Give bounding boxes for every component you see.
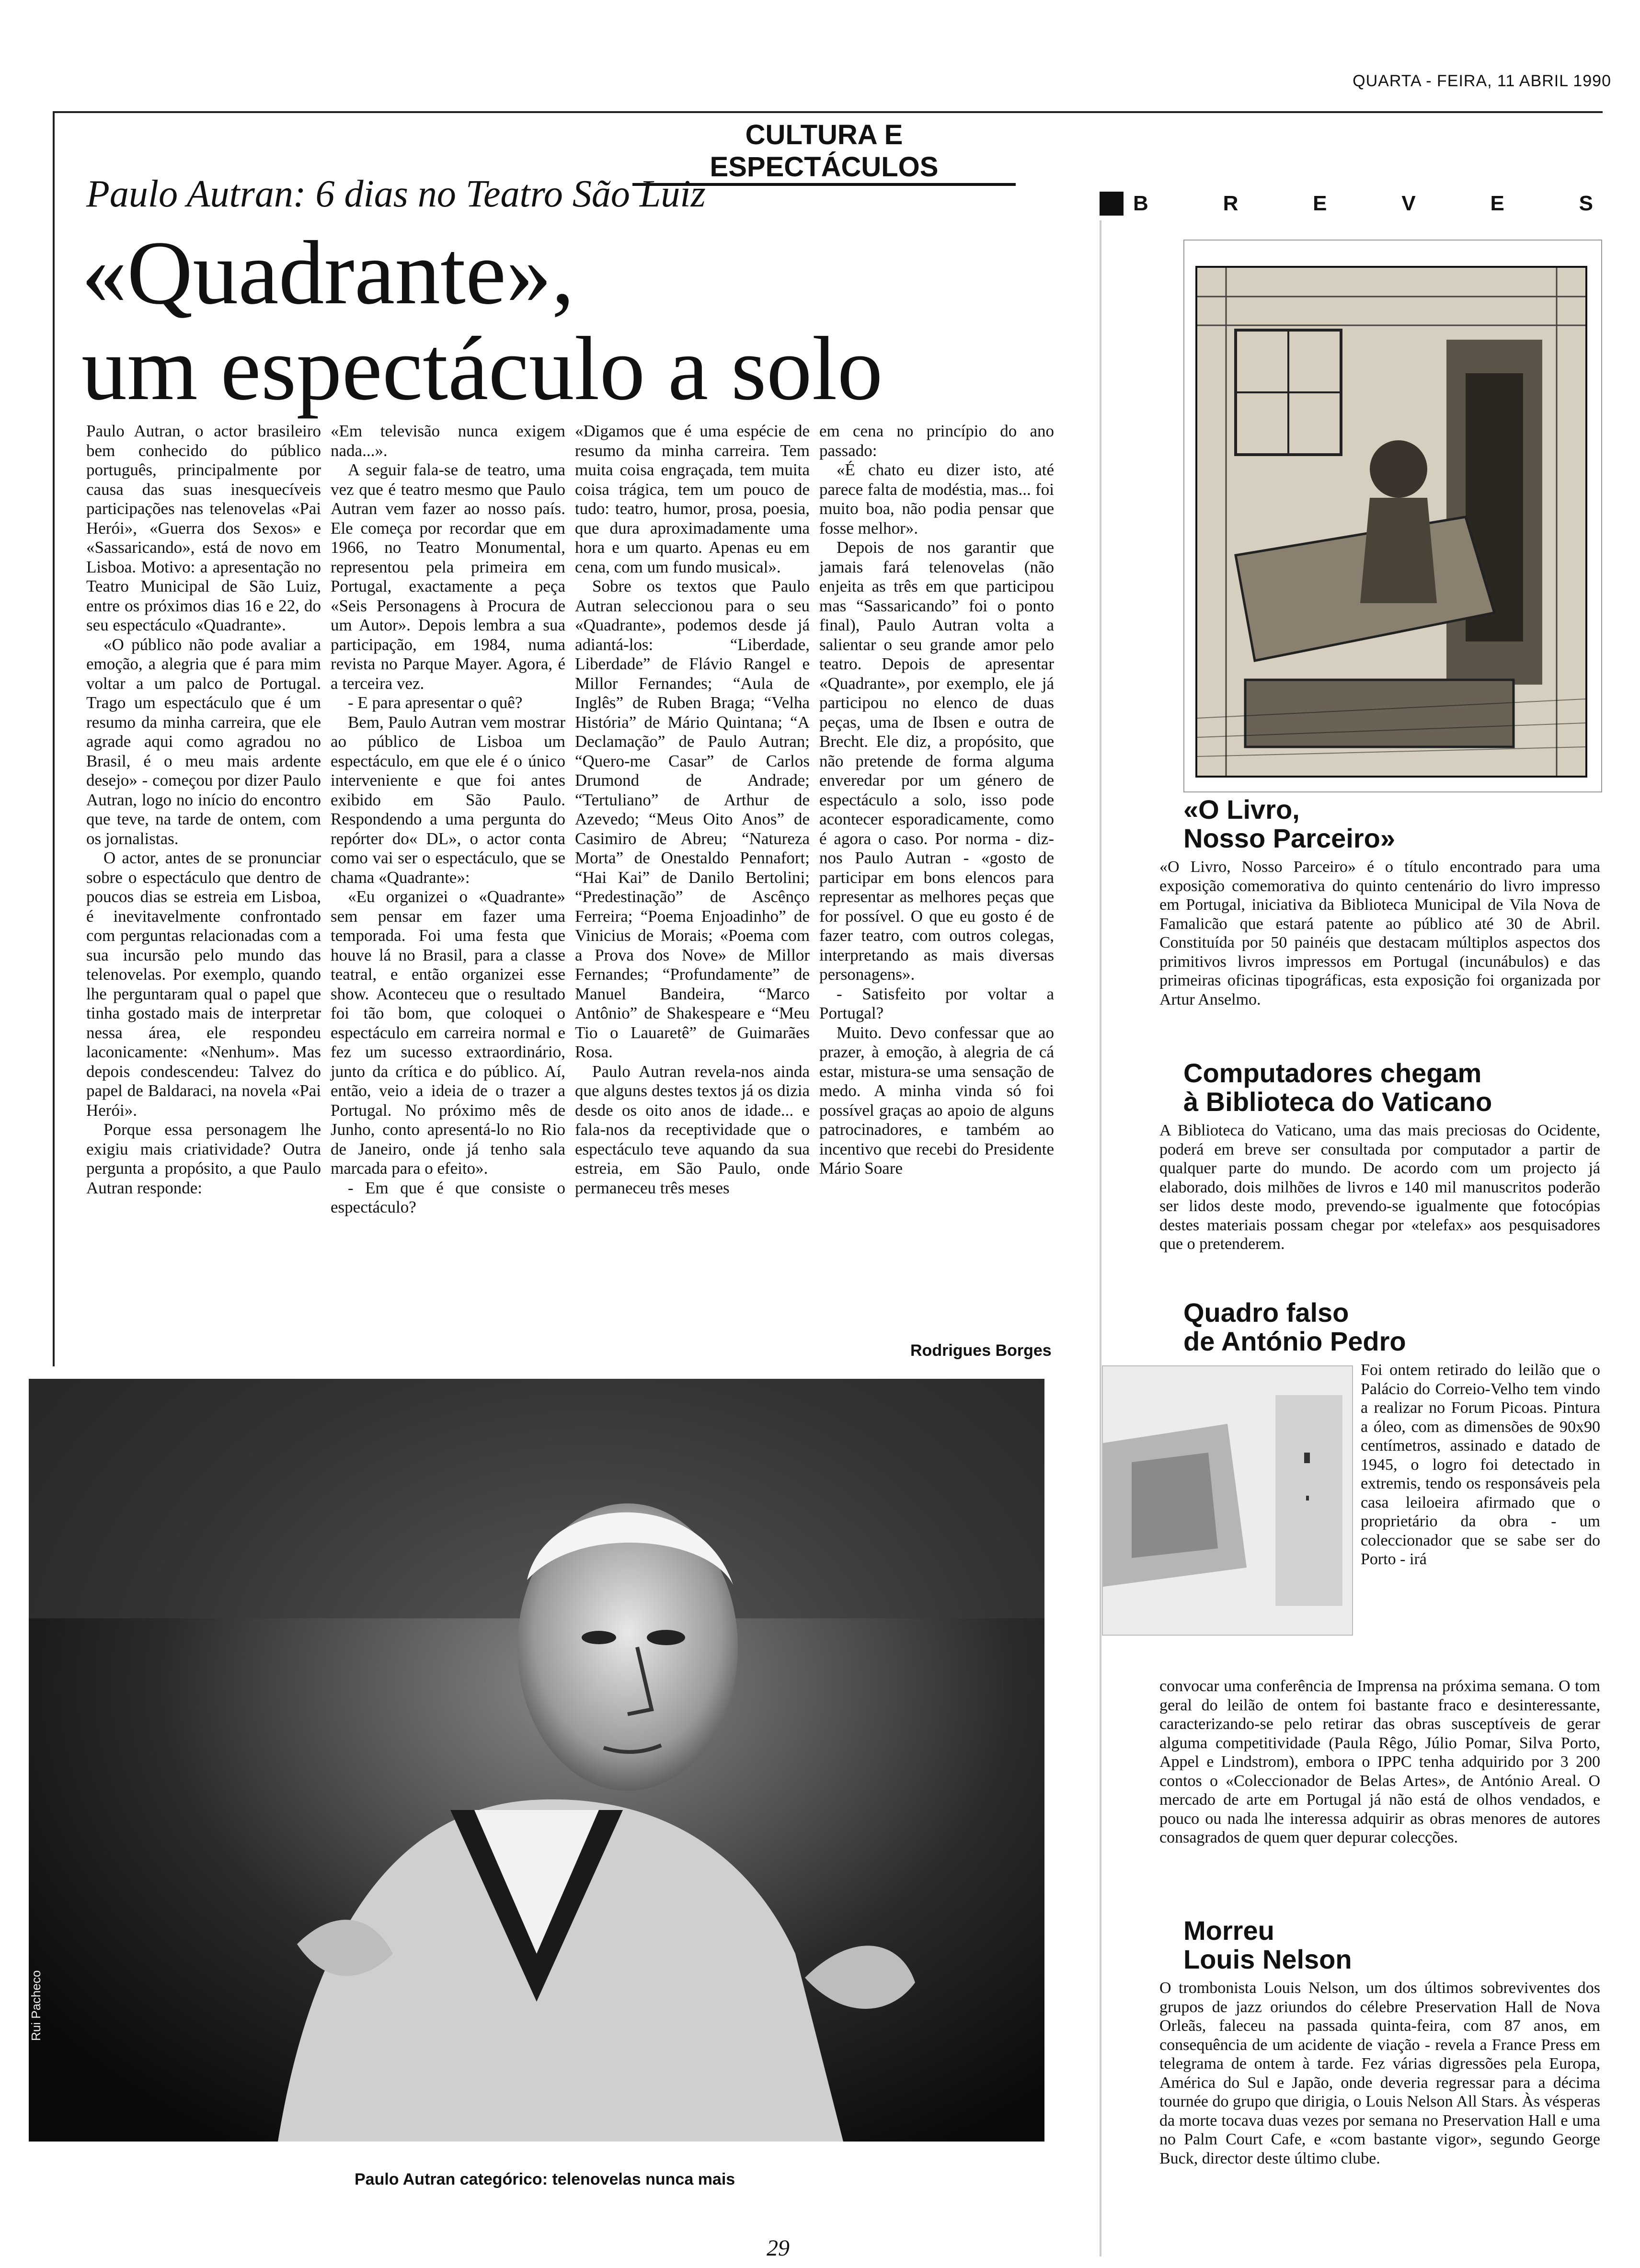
page-number: 29 [767,2235,790,2261]
paragraph: «O público não pode avaliar a emoção, a alegria que é para mim voltar a um palco de Portugal. Trago um espectáculo que é um resumo da minha carreira, que ele agrade aqui como agradou no Brasil, é o meu mais ardente desejo» - começou por dizer Paulo Autran, logo no início do encontro que teve, na tarde de ontem, com os jornalistas. [86,635,321,848]
article-column-3 [575,422,810,1198]
frame-rule-top [53,111,1603,113]
painting-illustration [1103,1366,1352,1635]
article-column-1 [86,422,321,1198]
breves-letter: E [1490,192,1504,215]
sidebar-rule [1100,220,1101,2257]
breves-label [1133,192,1603,216]
paragraph: - Satisfeito por voltar a Portugal? [819,984,1054,1022]
headline-line-1: «Quadrante», [81,223,574,323]
photo-caption: Paulo Autran categórico: telenovelas nunca mais [355,2170,735,2188]
article-column-4 [819,422,1054,1179]
breves-letter: E [1313,192,1327,215]
paragraph: - E para apresentar o quê? [348,693,523,712]
brief-title-line: Computadores chegam [1183,1058,1482,1088]
headline-line-2: um espectáculo a solo [81,319,883,419]
breves-square-icon [1100,192,1124,216]
portrait-photo [29,1379,1044,2142]
brief-title-line: Louis Nelson [1183,1944,1352,1974]
printing-press-woodcut [1195,266,1587,778]
frame-rule-left [53,111,55,1366]
paragraph: Paulo Autran revela-nos ainda que alguns destes textos já os dizia desde os oito anos de idade... e fala-nos da receptividade que o espectáculo teve aquando da sua estreia, em São Paulo, onde permaneceu três meses [575,1062,810,1197]
brief-title-line: Quadro falso [1183,1297,1349,1328]
brief-body-livro: «O Livro, Nosso Parceiro» é o título encontrado para uma exposição comemorativa do quinto centenário do livro impresso em Portugal, iniciativa da Biblioteca Municipal de Vila Nova de Famalicão que estará patente ao público até 30 de Abril. Constituída por 50 painéis que destacam múltiplos aspectos dos primitivos livros impressos em Portugal (incunábulos) e das primeiras oficinas tipográficas, esta exposição foi organizada por Artur Anselmo. [1159,858,1600,1008]
byline: Rodrigues Borges [910,1341,1052,1360]
breves-letter: S [1579,192,1593,215]
article-column-2 [331,422,565,1217]
paragraph: Porque essa personagem lhe exigiu mais criatividade? Outra pergunta a propósito, a que Paulo Autran responde: [86,1120,321,1197]
breves-header [1100,187,1603,220]
paragraph: «É chato eu dizer isto, até parece falta de modéstia, mas... foi muito boa, não podia pensar que fosse melhor». [819,460,1054,538]
brief-title-line: Nosso Parceiro» [1183,823,1395,853]
paragraph: em cena no princípio do ano passado: [819,422,1054,460]
article-kicker: Paulo Autran: 6 dias no Teatro São Luiz [86,173,706,215]
brief-title-quadro [1183,1298,1600,1356]
paragraph: Depois de nos garantir que jamais fará telenovelas (não enjeita as três em que participou mas “Sassaricando” foi o ponto final), Paulo Autran volta a salientar o seu grande amor pelo teatro. Depois de apresentar «Quadrante», por exemplo, ele já participou no elenco de duas peças, uma de Ibsen e outra de Brecht. Ele diz, a propósito, que não pretende de forma alguma enveredar por um género de espectáculo a solo, isso pode acontecer esporadicamente, como é agora o caso. Por norma - diz-nos Paulo Autran - «gosto de participar em bons elencos para representar as melhores peças que for possível. O que eu gosto é de fazer teatro, com outros colegas, interpretando as mais diversas personagens». [819,538,1054,984]
brief-title-line: de António Pedro [1183,1326,1406,1356]
breves-letter: B [1133,192,1148,215]
paragraph: A seguir fala-se de teatro, uma vez que é teatro mesmo que Paulo Autran vem fazer ao nosso país. Ele começa por recordar que em 1966, no Teatro Monumental, representou pela primeira em Portugal, exactamente a peça «Seis Personagens à Procura de um Autor». Depois lembra a sua participação, em 1984, numa revista no Parque Mayer. Agora, é a terceira vez. [331,460,565,693]
brief-title-line: à Biblioteca do Vaticano [1183,1087,1492,1117]
section-title: CULTURA E ESPECTÁCULOS [632,119,1016,186]
paragraph: «Digamos que é uma espécie de resumo da minha carreira. Tem muita coisa engraçada, tem muita coisa trágica, tem um pouco de tudo: teatro, humor, prosa, poesia, que dura aproximadamente uma hora e um quarto. Apenas eu em cena, com um fundo musical». [575,422,810,576]
paragraph: Paulo Autran, o actor brasileiro bem conhecido do público português, principalmente por causa das suas inesquecíveis participações nas telenovelas «Pai Herói», «Guerra dos Sexos» e «Sassaricando», está de novo em Lisboa. Motivo: a apresentação no Teatro Municipal de São Luiz, entre os próximos dias 16 e 22, do seu espectáculo «Quadrante». [86,422,321,634]
breves-letter: V [1401,192,1416,215]
woodcut-illustration [1197,268,1585,776]
issue-date: QUARTA - FEIRA, 11 ABRIL 1990 [1353,72,1611,90]
article-headline [81,225,1040,417]
brief-title-nelson [1183,1916,1600,1974]
brief-title-vaticano [1183,1059,1600,1116]
paragraph: - Em que é que consiste o espectáculo? [331,1178,565,1216]
brief-title-line: «O Livro, [1183,794,1300,825]
photo-credit: Rui Pacheco [29,1970,43,2041]
breves-letter: R [1223,192,1239,215]
portrait-illustration [29,1379,1044,2142]
paragraph: Sobre os textos que Paulo Autran seleccionou para o seu «Quadrante», podemos desde já adiantá-los: “Liberdade, Liberdade” de Flávio Rangel e Millor Fernandes; “Aula de Inglês” de Ruben Braga; “Velha História” de Mário Quintana; “A Declamação” de Paulo Autran; “Quero-me Casar” de Carlos Drumond de Andrade; “Tertuliano” de Arthur de Azevedo; “Meus Oito Anos” de Casimiro de Abreu; “Natureza Morta” de Onestaldo Pennafort; “Hai Kai” de Danilo Bertolini; “Predestinação” de Ascênço Ferreira; “Poema Enjoadinho” de Vinicius de Morais; «Poema com a Prova dos Nove» de Millor Fernandes; “Profundamente” de Manuel Bandeira, “Marco Antônio” de Shakespeare e “Meu Tio o Lauaretê” de Guimarães Rosa. [575,577,810,1061]
painting-photo [1102,1365,1353,1636]
brief-title-line: Morreu [1183,1915,1274,1946]
paragraph: Muito. Devo confessar que ao prazer, à emoção, à alegria de cá estar, mistura-se uma sensação de medo. A minha vinda só foi possível graças ao apoio de alguns patrocinadores, e também ao incentivo que recebi do Presidente Mário Soare [819,1023,1054,1178]
paragraph: «Eu organizei o «Quadrante» sem pensar em fazer uma temporada. Foi uma festa que houve lá no Brasil, para a classe teatral, e então organizei esse show. Aconteceu que o resultado foi tão bom, que coloquei o espectáculo em carreira normal e fez um sucesso extraordinário, junto da crítica e do público. Aí, então, veio a ideia de o trazer a Portugal. No próximo mês de Junho, conto apresentá-lo no Rio de Janeiro, onde já tenho sala marcada para o efeito». [331,887,565,1178]
paragraph: O actor, antes de se pronunciar sobre o espectáculo que dentro de poucos dias se estreia em Lisboa, é inevitavelmente confrontado com perguntas relacionadas com a sua incursão pelo mundo das telenovelas. Por exemplo, quando lhe perguntaram qual o papel que tinha gostado mais de interpretar nessa área, ele respondeu laconicamente: «Nenhum». Mas depois condescendeu: Talvez do papel de Baldaraci, na novela «Pai Herói». [86,848,321,1120]
brief-body-quadro-wrap: Foi ontem retirado do leilão que o Palácio do Correio-Velho tem vindo a realizar no Forum Picoas. Pintura a óleo, com as dimensões de 90x90 centímetros, assinado e datado de 1945, o logro foi detectado in extremis, tendo os responsáveis pela casa leiloeira afirmado que o proprietário da obra - um coleccionador que se sabe ser do Porto - irá [1361,1361,1600,1568]
paragraph: Bem, Paulo Autran vem mostrar ao público de Lisboa um espectáculo, em que ele é o único interveniente e que foi antes exibido em São Paulo. Respondendo a uma pergunta do repórter do« DL», o actor conta como vai ser o espectáculo, que se chama «Quadrante»: [331,712,565,887]
brief-body-nelson: O trombonista Louis Nelson, um dos últimos sobreviventes dos grupos de jazz oriundos do célebre Preservation Hall de Nova Orleãs, faleceu na passada quinta-feira, com 87 anos, em consequência de um acidente de viação - revela a France Press em telegrama de ontem à tarde. Fez várias digressões pela Europa, América do Sul e Japão, onde deveria regressar para a décima tournée do grupo que dirigia, o Louis Nelson All Stars. Às vésperas da morte tocava duas vezes por semana no Preservation Hall e uma no Palm Court Cafe, e «com bastante vigor», segundo George Buck, director deste último clube. [1159,1979,1600,2167]
brief-body-quadro: convocar uma conferência de Imprensa na próxima semana. O tom geral do leilão de ontem foi bastante fraco e desinteressante, caracterizando-se pelo retirar das obras susceptíveis de gerar alguma competitividade (Paula Rêgo, Júlio Pomar, Silva Porto, Appel e Lindstrom), embora o IPPC tenha adquirido por 3 200 contos o «Coleccionador de Belas Artes», de António Areal. O mercado de arte em Portugal já não está de olhos vendados, e pouco ou nada lhe interessa adquirir as obras menores de autores consagrados de quem quer depurar colecções. [1159,1677,1600,1846]
paragraph: «Em televisão nunca exigem nada...». [331,422,565,460]
brief-title-livro [1183,795,1581,853]
brief-body-vaticano: A Biblioteca do Vaticano, uma das mais preciosas do Ocidente, poderá em breve ser consultada por computador a partir de qualquer parte do mundo. De acordo com um projecto já elaborado, dois milhões de livros e 140 mil manuscritos poderão ser lidos deste modo, prevendo-se igualmente que fotocópias destes materiais possam chegar por «telefax» aos pesquisadores que o pretenderem. [1159,1122,1600,1253]
